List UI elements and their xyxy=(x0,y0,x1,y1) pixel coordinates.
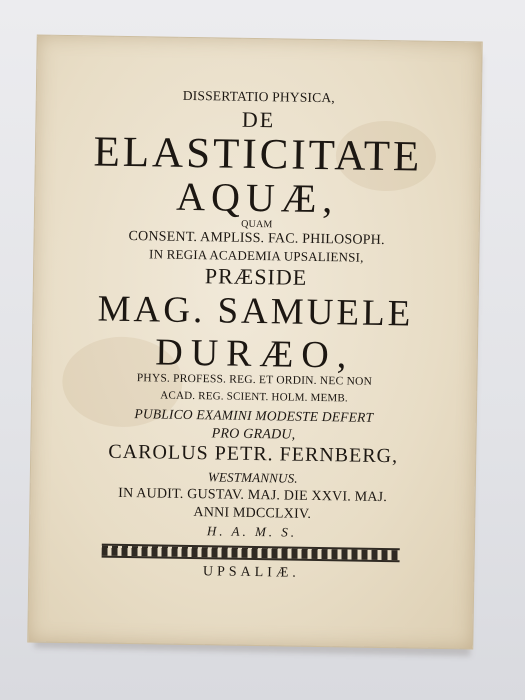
line-anni: ANNI MDCCLXIV. xyxy=(193,505,312,522)
line-publico-examini: PUBLICO EXAMINI MODESTE DEFERT xyxy=(134,406,374,425)
line-quam: QUAM xyxy=(241,218,273,231)
name-duraeo: DURÆO, xyxy=(155,331,355,377)
subtitle-dissertatio: DISSERTATIO PHYSICA, xyxy=(182,87,336,106)
line-hams: H. A. M. S. xyxy=(206,523,298,540)
document-page xyxy=(27,35,482,650)
ornamental-rule xyxy=(102,544,400,563)
line-regia-academia: IN REGIA ACADEMIA UPSALIENSI, xyxy=(148,246,364,265)
line-pro-gradu: PRO GRADU, xyxy=(211,426,296,443)
line-westmannus: WESTMANNUS. xyxy=(207,469,298,486)
line-praeside: PRÆSIDE xyxy=(204,263,308,290)
line-phys-profess: PHYS. PROFESS. REG. ET ORDIN. NEC NON xyxy=(136,372,373,388)
title-elasticitate: ELASTICITATE xyxy=(93,128,423,181)
name-samuele: MAG. SAMUELE xyxy=(97,288,414,335)
title-aquae: AQUÆ, xyxy=(175,173,339,222)
line-de: DE xyxy=(241,106,276,133)
line-acad-reg: ACAD. REG. SCIENT. HOLM. MEMB. xyxy=(160,389,349,405)
line-consent: CONSENT. AMPLISS. FAC. PHILOSOPH. xyxy=(128,229,385,249)
imprint-upsaliae: UPSALIÆ. xyxy=(202,564,300,581)
line-in-audit: IN AUDIT. GUSTAV. MAJ. DIE XXVI. MAJ. xyxy=(118,485,388,506)
name-fernberg: CAROLUS PETR. FERNBERG, xyxy=(108,440,399,468)
